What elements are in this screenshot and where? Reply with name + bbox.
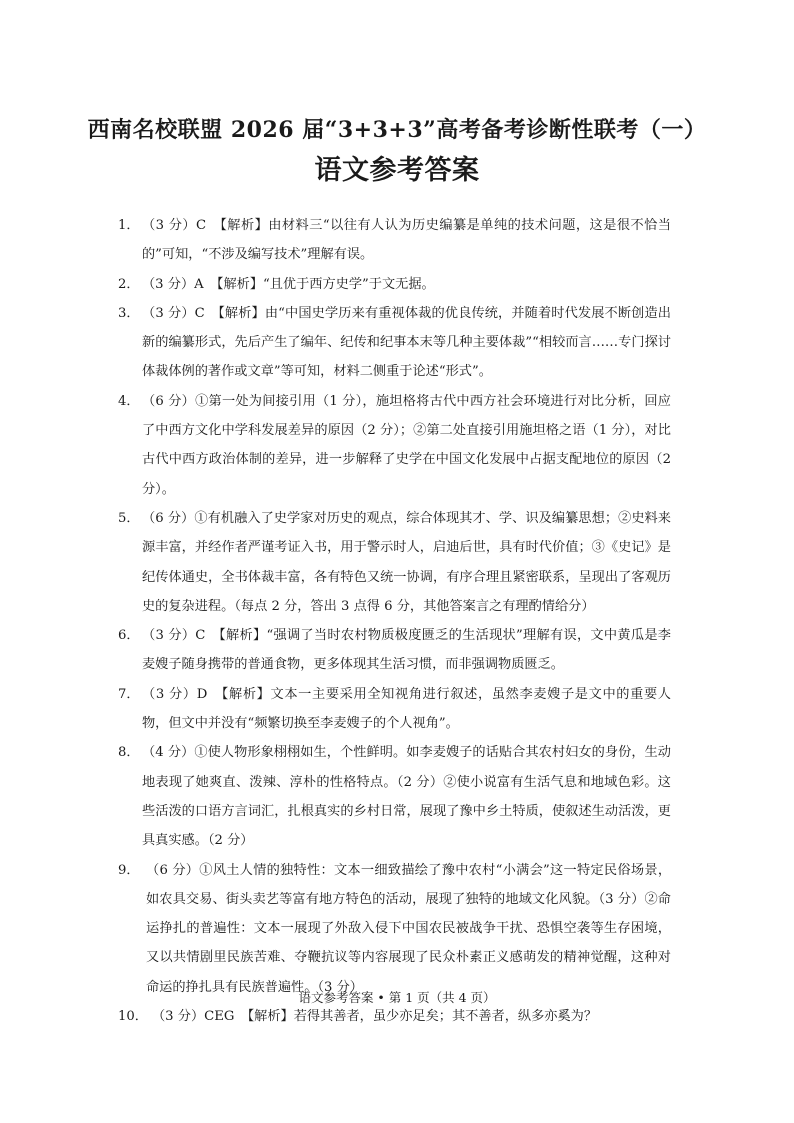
answer-text: （3 分）D 【解析】文本一主要采用全知视角进行叙述，虽然李麦嫂子是文中的重要人物，但文中并没有“频繁切换至李麦嫂子的个人视角”。 — [142, 686, 671, 732]
answer-item-1 — [118, 211, 671, 270]
answer-text: （3 分）C 【解析】由“中国史学历来有重视体裁的优良传统，并随着时代发展不断创造出新的编纂形式，先后产生了编年、纪传和纪事本末等几种主要体裁”“相较而言……专门探讨体裁体例的著作或文章”等可知，材料二侧重于论述“形式”。 — [142, 305, 671, 380]
exam-title: 西南名校联盟 2026 届“3+3+3”高考备考诊断性联考（一） — [87, 117, 707, 143]
answer-number: 2． — [118, 276, 140, 292]
page-footer: 语文参考答案 • 第 1 页（共 4 页） — [298, 990, 496, 1005]
answer-number: 8． — [118, 745, 140, 761]
answer-number: 9． — [118, 862, 140, 878]
answer-text: （3 分）C 【解析】由材料三“以往有人认为历史编纂是单纯的技术问题，这是很不恰当的”可知，“不涉及编写技术”理解有误。 — [142, 218, 671, 263]
answer-number: 10． — [118, 1009, 148, 1025]
answer-text: （3 分）A 【解析】“且优于西方史学”于文无据。 — [142, 276, 435, 292]
answer-text: （6 分）①第一处为间接引用（1 分），施坦格将古代中西方社会环境进行对比分析，回应了中西方文化中学科发展差异的原因（2 分）；②第二处直接引用施坦格之语（1 分），对比古代中西方政治体制的差异，进一步解释了史学在中国文化发展中占据支配地位的原因（2 分）。 — [142, 393, 671, 497]
answer-number: 7． — [118, 686, 140, 702]
answer-text: （3 分）C 【解析】“强调了当时农村物质极度匮乏的生活现状”理解有误，文中黄瓜是李麦嫂子随身携带的普通食物，更多体现其生活习惯，而非强调物质匮乏。 — [142, 628, 671, 673]
answer-number: 4． — [118, 393, 140, 409]
answer-item-7 — [118, 680, 671, 739]
answer-number: 6． — [118, 628, 140, 644]
answer-text: （4 分）①使人物形象栩栩如生，个性鲜明。如李麦嫂子的话贴合其农村妇女的身份，生动地表现了她爽直、泼辣、淳朴的性格特点。（2 分）②使小说富有生活气息和地域色彩。这些活泼的口语方言词汇，扎根真实的乡村日常，展现了豫中乡土特质，使叙述生动活泼，更具真实感。（2 分） — [142, 745, 671, 849]
answer-number: 5． — [118, 510, 140, 526]
answer-item-8 — [118, 738, 671, 855]
document-title: 语文参考答案 — [314, 155, 480, 186]
answer-item-4 — [118, 387, 671, 504]
answer-item-2 — [118, 270, 671, 299]
answer-text: （6 分）①有机融入了史学家对历史的观点，综合体现其才、学、识及编纂思想；②史料来源丰富，并经作者严谨考证入书，用于警示时人，启迪后世，具有时代价值；③《史记》是纪传体通史，全书体裁丰富，各有特色又统一协调，有序合理且紧密联系，呈现出了客观历史的复杂进程。（每点 2 分，答出 3 点得 6 分，其他答案言之有理酌情给分） — [142, 510, 671, 614]
answer-text: （3 分）CEG 【解析】若得其善者，虽少亦足矣；其不善者，纵多亦奚为？ — [152, 1009, 598, 1025]
answer-list — [118, 211, 671, 1031]
answer-number: 3． — [118, 305, 140, 321]
answer-item-5 — [118, 504, 671, 621]
answer-item-9 — [118, 856, 671, 1002]
answer-text: （6 分）①风土人情的独特性：文本一细致描绘了豫中农村“小满会”这一特定民俗场景，如农具交易、街头卖艺等富有地方特色的活动，展现了独特的地域文化风貌。（3 分）②命运挣扎的普遍性：文本一展现了外敌入侵下中国农民被战争干扰、恐惧空袭等生存困境，又以共情剧里民族苦难、夺鞭抗议等内容展现了民众朴素正义感萌发的精神觉醒，这种对命运的挣扎具有民族普遍性。（3 分） — [146, 862, 671, 995]
answer-item-3 — [118, 299, 671, 387]
answer-item-6 — [118, 621, 671, 680]
answer-number: 1． — [118, 218, 140, 233]
